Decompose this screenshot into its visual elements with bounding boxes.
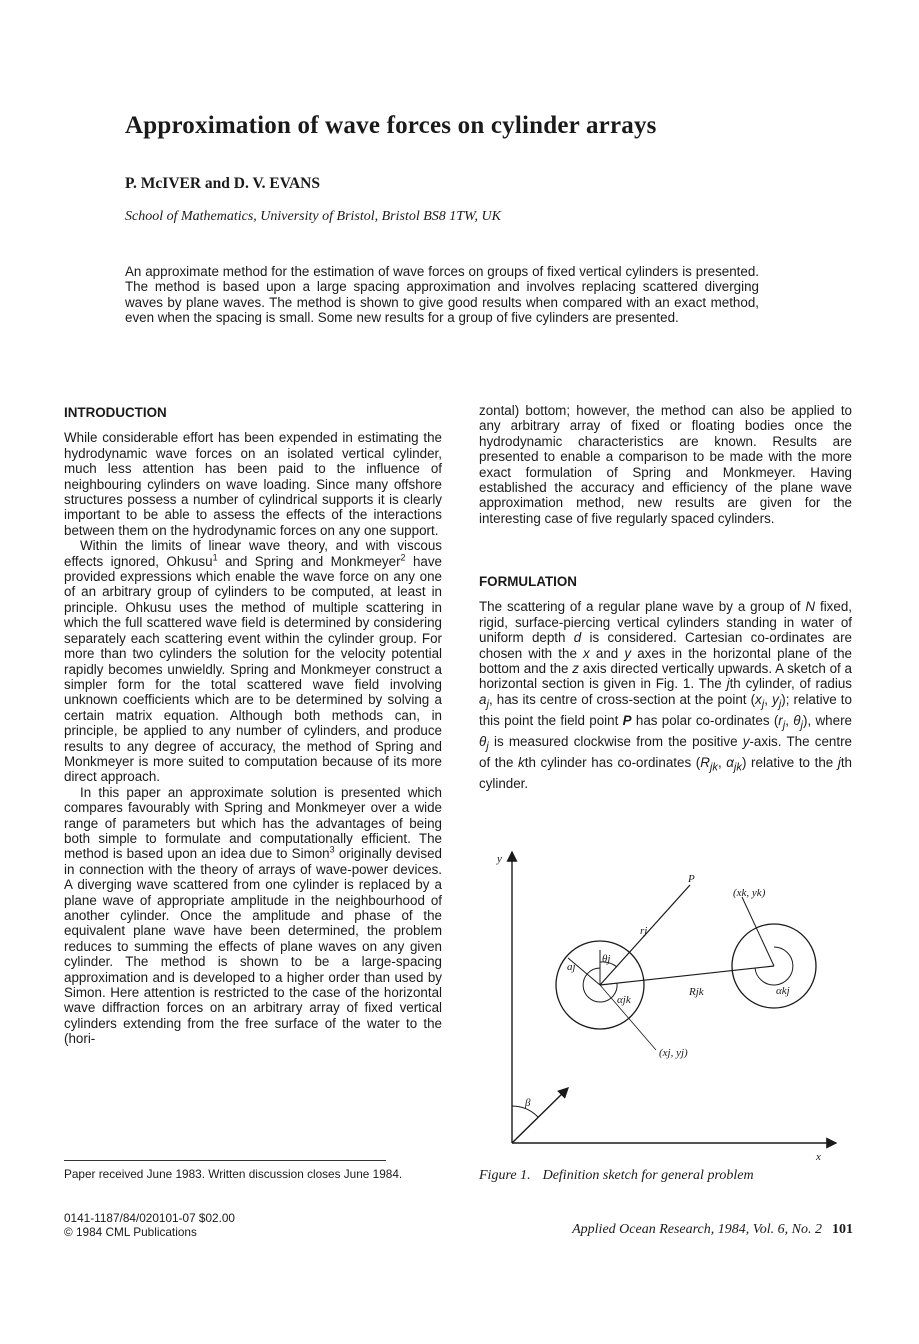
citation-3: 3	[329, 844, 335, 855]
R-jk-line	[600, 966, 774, 985]
label-a-j: aj	[567, 961, 576, 973]
journal-reference: Applied Ocean Research, 1984, Vol. 6, No. 2 101	[572, 1222, 853, 1237]
intro-continued: zontal) bottom; however, the method can also be applied to any arbitrary array of fixed or floating bodies once the hydrodynamic characteristics are known. Results are presented to enable a comparison to be made with the more exact formulation of Spring and Monkmeyer. Having established the accuracy and efficiency of the plane wave approximation method, new results are given for the interesting case of five regularly spaced cylinders.	[479, 403, 852, 526]
label-R-jk: Rjk	[689, 986, 704, 998]
label-y-axis: y	[497, 853, 502, 865]
label-alpha-jk: αjk	[617, 994, 631, 1006]
footnote-received: Paper received June 1983. Written discussion closes June 1984.	[64, 1167, 403, 1181]
cylinder-k-centre-line	[742, 897, 774, 966]
label-r-j: rj	[640, 925, 648, 937]
paper-title: Approximation of wave forces on cylinder arrays	[125, 112, 657, 139]
label-beta: β	[525, 1097, 531, 1109]
citation-2: 2	[400, 552, 406, 563]
intro-paragraph-2: Within the limits of linear wave theory, and with viscous effects ignored, Ohkusu$^1$ and Spring and Monkmeyer$^2$ have provided expressions which enable the wave force on any one of an arbitrary group of cylinders to be computed, at least in principle. Ohkusu uses the method of multiple scattering in which the full scattered wave field is determined by considering separately each scattering event within the cylinder group. For more than two cylinders the solution for the velocity potential rapidly becomes unwieldly. Spring and Monkmeyer construct a simpler form for the total scattered wave field involving unknown coefficients which are to be determined by solving a certain matrix equation. Although both methods can, in principle, be applied to any number of cylinders, and produce results to any degree of accuracy, the method of Spring and Monkmeyer is more suited to computation because of its more direct approach.	[64, 538, 442, 785]
issn-line: 0141-1187/84/020101-07 $02.00	[64, 1211, 235, 1225]
introduction-heading: INTRODUCTION	[64, 405, 167, 420]
label-theta-j: θj	[602, 953, 611, 965]
issn-block	[64, 1211, 235, 1239]
copyright-line: © 1984 CML Publications	[64, 1225, 197, 1239]
label-P: P	[688, 873, 695, 885]
formulation-paragraph: The scattering of a regular plane wave by a group of N fixed, rigid, surface-piercing vertical cylinders standing in water of uniform depth d is considered. Cartesian co-ordinates are chosen with the x and y axes in the horizontal plane of the bottom and the z axis directed vertically upwards. A sketch of a horizontal section is given in Fig. 1. The jth cylinder, of radius $a_j$, has its centre of cross-section at the point ($x_j$, $y_j$); relative to this point the field point P has polar co-ordinates ($r_j$, $\theta_j$), where $\theta_j$ is measured clockwise from the positive y-axis. The centre of the kth cylinder has co-ordinates ($R_{jk}$, $\alpha_{jk}$) relative to the jth cylinder.	[479, 599, 852, 792]
label-xk-yk: (xk, yk)	[733, 887, 766, 899]
wave-direction-arrow	[512, 1088, 568, 1143]
figure-1-caption: Figure 1. Definition sketch for general problem	[479, 1168, 754, 1183]
footnote-divider	[64, 1160, 386, 1161]
authors: P. McIVER and D. V. EVANS	[125, 175, 320, 192]
intro-paragraph-1: While considerable effort has been expended in estimating the hydrodynamic wave forces on an isolated vertical cylinder, much less attention has been paid to the influence of neighbouring cylinders on wave loading. Since many offshore structures possess a number of cylindrical supports it is clearly important to be able to assess the effects of the interactions between them on the hydrodynamic forces on any one support.	[64, 430, 442, 538]
affiliation: School of Mathematics, University of Bristol, Bristol BS8 1TW, UK	[125, 209, 501, 224]
abstract: An approximate method for the estimation of wave forces on groups of fixed vertical cylinders is presented. The method is based upon a large spacing approximation and involves replacing scattered diverging waves by plane waves. The method is shown to give good results when compared with an exact method, even when the spacing is small. Some new results for a group of five cylinders are presented.	[125, 264, 759, 326]
page-number: 101	[832, 1222, 853, 1237]
label-x-axis: x	[816, 1151, 821, 1163]
citation-1: 1	[212, 552, 218, 563]
label-xj-yj: (xj, yj)	[659, 1047, 688, 1059]
label-alpha-kj: αkj	[776, 985, 790, 997]
formulation-heading: FORMULATION	[479, 574, 577, 589]
intro-paragraph-3: In this paper an approximate solution is presented which compares favourably with Spring and Monkmeyer over a wide range of parameters but which has the advantages of being both simple to formulate and computationally efficient. The method is based upon an idea due to Simon$^3$ originally devised in connection with the theory of arrays of wave-power devices. A diverging wave scattered from one cylinder is replaced by a plane wave of appropriate amplitude in the neighbourhood of another cylinder. Once the amplitude and phase of the equivalent plane wave have been determined, the problem reduces to summing the effects of plane waves on any given cylinder. The method is shown to be a large-spacing approximation and is developed to a higher order than used by Simon. Here attention is restricted to the case of the horizontal wave diffraction forces on an arbitrary array of fixed vertical cylinders extending from the free surface of the water to the (hori-	[64, 784, 442, 1047]
